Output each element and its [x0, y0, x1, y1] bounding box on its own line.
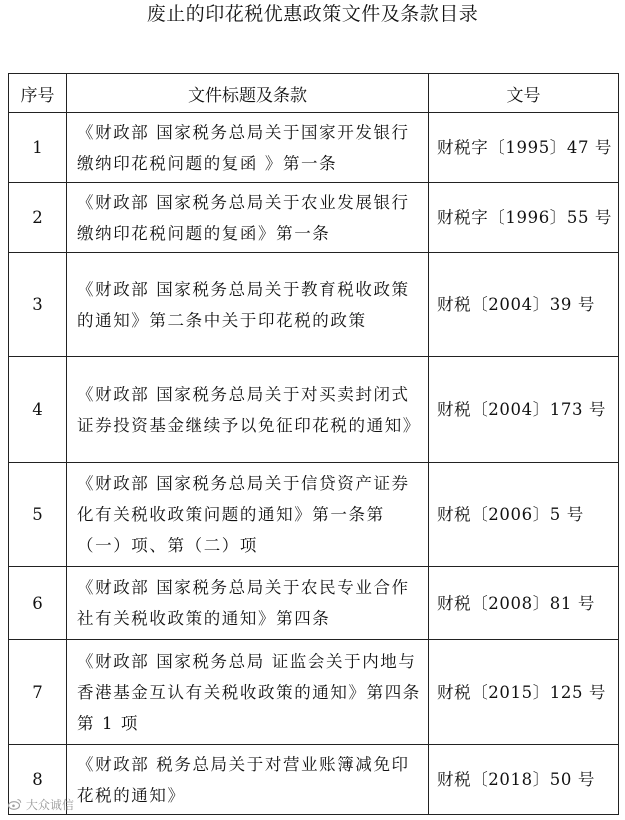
row-title: 《财政部 国家税务总局关于农业发展银行缴纳印花税问题的复函》第一条 — [67, 183, 429, 253]
weibo-icon — [8, 798, 22, 810]
row-index: 2 — [9, 183, 67, 253]
row-index: 4 — [9, 357, 67, 463]
header-doc-number: 文号 — [429, 74, 619, 113]
table-row — [9, 183, 619, 253]
row-index: 7 — [9, 640, 67, 745]
row-doc-number: 财税〔2004〕173 号 — [429, 357, 619, 463]
row-doc-number: 财税〔2008〕81 号 — [429, 567, 619, 640]
row-index: 5 — [9, 463, 67, 567]
row-index: 8 — [9, 745, 67, 815]
row-doc-number: 财税〔2004〕39 号 — [429, 253, 619, 357]
table-row — [9, 745, 619, 815]
row-doc-number: 财税字〔1996〕55 号 — [429, 183, 619, 253]
row-doc-number: 财税字〔1995〕47 号 — [429, 113, 619, 183]
table-row — [9, 113, 619, 183]
table-row — [9, 567, 619, 640]
row-doc-number: 财税〔2015〕125 号 — [429, 640, 619, 745]
page-title: 废止的印花税优惠政策文件及条款目录 — [146, 3, 479, 25]
row-title: 《财政部 国家税务总局关于教育税收政策的通知》第二条中关于印花税的政策 — [67, 253, 429, 357]
table-row — [9, 640, 619, 745]
header-title: 文件标题及条款 — [67, 74, 429, 113]
policy-table — [8, 73, 619, 815]
table-row — [9, 463, 619, 567]
table-row — [9, 253, 619, 357]
row-index: 3 — [9, 253, 67, 357]
row-title: 《财政部 国家税务总局关于国家开发银行缴纳印花税问题的复函 》第一条 — [67, 113, 429, 183]
row-title: 《财政部 国家税务总局关于对买卖封闭式证券投资基金继续予以免征印花税的通知》 — [67, 357, 429, 463]
row-doc-number: 财税〔2018〕50 号 — [429, 745, 619, 815]
watermark — [8, 796, 74, 813]
header-index: 序号 — [9, 74, 67, 113]
row-doc-number: 财税〔2006〕5 号 — [429, 463, 619, 567]
watermark-text: 大众诚信 — [25, 798, 74, 812]
row-index: 1 — [9, 113, 67, 183]
table-header-row — [9, 74, 619, 113]
row-title: 《财政部 国家税务总局 证监会关于内地与香港基金互认有关税收政策的通知》第四条第 1 项 — [67, 640, 429, 745]
table-row — [9, 357, 619, 463]
row-title: 《财政部 税务总局关于对营业账簿减免印花税的通知》 — [67, 745, 429, 815]
row-index: 6 — [9, 567, 67, 640]
row-title: 《财政部 国家税务总局关于信贷资产证券化有关税收政策问题的通知》第一条第（一）项、第（二）项 — [67, 463, 429, 567]
row-title: 《财政部 国家税务总局关于农民专业合作社有关税收政策的通知》第四条 — [67, 567, 429, 640]
